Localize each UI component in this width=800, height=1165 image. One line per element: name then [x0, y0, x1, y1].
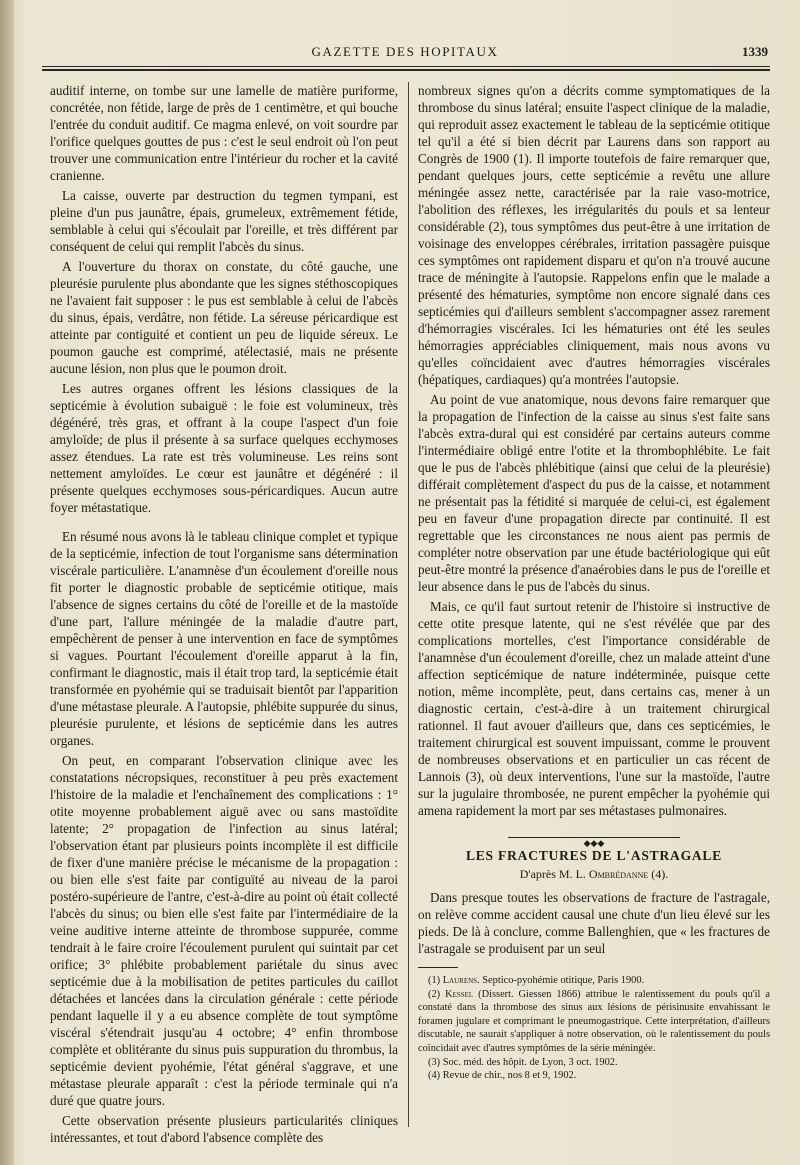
running-title: GAZETTE DES HOPITAUX [311, 44, 499, 59]
paragraph: nombreux signes qu'on a décrits comme symptomatiques de la thrombose du sinus latéral; ensuite l'aspect clinique de la maladie, qui reproduit assez exactement le tableau de la septicémie otitique tel qu'il a été si bien décrit par Laurens dans son rapport au Congrès de 1900 (1). Il importe toutefois de faire remarquer que, pendant quelques jours, cette septicémie a revêtu une allure méningée assez nette, caractérisée par la raie vaso-motrice, l'abolition des réflexes, les irrégularités du pouls et sa lenteur considérable (2), tous symptômes dus peut-être à une irritation de voisinage des enveloppes cérébrales, irritation passagère puisque ces symptômes ont rapidement disparu et qu'on n'a trouvé aucune trace de méningite à l'autopsie. Rappelons enfin que le malade a présenté des hématuries, symptôme non encore signalé dans ces septicémies qui d'ailleurs semblent s'accompagner assez rarement d'hémorragies viscérales. Ici les hématuries ont été les seules hémorragies appréciables cliniquement, mais nous avons vu qu'elles coïncidaient avec d'autres hémorragies viscérales (hépatiques, cardiaques) qu'a montrées l'autopsie. [418, 83, 770, 387]
byline-prefix: D'après M. L. [519, 867, 589, 881]
page-header [40, 44, 770, 64]
paragraph: A l'ouverture du thorax on constate, du côté gauche, une pleurésie purulente plus abondante que les signes stéthoscopiques ne l'avaient fait supposer : le pus est semblable à celui de l'abcès du sinus, épais, verdâtre, non fétide. La séreuse péricardique est atteinte par contiguité et contient un peu de liquide séreux. Le poumon gauche est comprimé, atélectasié, mais ne présente aucune lésion, non plus que le poumon droit. [50, 259, 398, 376]
paragraph: Mais, ce qu'il faut surtout retenir de l'histoire si instructive de cette otite presque latente, qui ne s'est révélée que par des complications mortelles, c'est l'importance considérable de l'anamnèse d'un écoulement d'oreille, chez un malade atteint d'une affection septicémique de nature indéterminée, puisque cette notion, même incomplète, peut, dans certains cas, mener à un diagnostic certain, c'est-à-dire à un traitement chirurgical rationnel. Il faut avouer d'ailleurs que, dans ces septicémies, le traitement chirurgical est souvent impuissant, comme le prouvent de nombreuses observations et en particulier un cas récent de Lannois (3), où deux interventions, l'une sur la mastoïde, l'autre sur la jugulaire thrombosée, ne purent empêcher la pyohémie qui amena rapidement la mort par ses métastases pulmonaires. [418, 599, 770, 818]
section-title: LES FRACTURES DE L'ASTRAGALE [465, 848, 723, 863]
paragraph: On peut, en comparant l'observation clinique avec les constatations nécropsiques, reconstituer à peu près exactement l'histoire de la maladie et l'enchaînement des complications : 1° otite moyenne probablement aiguë avec ou sans mastoïdite latente; 2° propagation de l'infection au sinus latéral; l'observation étant par plusieurs points incomplète il est difficile de fixer d'une manière précise le mécanisme de la propagation : ou bien elle s'est faite par contiguïté au niveau de la paroi postéro-supérieure de l'antre, c'est-à-dire au point où était collecté l'abcès du sinus; ou bien elle s'est faite par l'intermédiaire de la veine auditive interne atteinte de thrombose suppurée, comme tendrait à le faire croire l'écoulement purulent qui suintait par cet orifice; 3° phlébite probablement pariétale du sinus avec septicémie due à la mobilisation de petites particules du caillot détachées et lancées dans la circulation générale : cette période pendant laquelle il y a eu absence complète de tout symptôme viscéral s'étendrait jusqu'au 4 octobre; 4° enfin thrombose complète et oblitérante du sinus puis suppuration du thrombus, la septicémie devient pyohémie, l'état général s'aggrave, et une métastase pleurale apparaît : c'est la période terminale qui n'a duré que quatre jours. [50, 753, 398, 1108]
header-rule [42, 66, 770, 71]
left-column [50, 82, 398, 1145]
footnote-rule [418, 967, 458, 968]
byline-author: Ombrédanne [588, 867, 649, 881]
footnote-author: Laurens. [442, 975, 480, 986]
footnote: (3) Soc. méd. des hôpit. de Lyon, 3 oct. 1902. [428, 1056, 618, 1068]
section-ornament: ◆◆◆ [418, 833, 770, 841]
byline [418, 866, 770, 883]
column-divider [408, 82, 409, 1127]
footnote-text: Septico-pyohémie otitique, Paris 1900. [479, 975, 645, 986]
paragraph: Les autres organes offrent les lésions classiques de la septicémie à évolution subaiguë : le foie est volumineux, très dégénéré, très gras, et offrant à la coupe l'aspect d'un foie amyloïde; de plus il présente à sa surface quelques ecchymoses assez étendues. La rate est très volumineuse. Les reins sont nettement amyloïdes. Le cœur est jaunâtre et dégénéré : il présente quelques ecchymoses sous-péricardiques. Aucun autre foyer métastatique. [50, 381, 398, 515]
footnote-number: (1) [428, 975, 443, 986]
page-number: 1339 [742, 44, 768, 59]
right-column [418, 82, 770, 1132]
paragraph: La caisse, ouverte par destruction du tegmen tympani, est pleine d'un pus jaunâtre, épais, grumeleux, extrêmement fétide, semblable à celui qui s'écoulait par l'oreille, et très différent par conséquent de celui qui remplit l'abcès du sinus. [50, 188, 398, 254]
footnote [418, 988, 770, 1056]
footnote-number: (2) [428, 988, 446, 1000]
paragraph: Au point de vue anatomique, nous devons faire remarquer que la propagation de l'infection de la caisse au sinus s'est faite sans l'abcès extra-dural qui est considéré par certains auteurs comme l'intermédiaire obligé entre l'otite et la thrombophlébite. Le fait que le pus de l'abcès phlébitique (ainsi que celui de la pleurésie) différait complètement d'aspect du pus de la caisse, et notamment ne présentait pas la fétidité si marquée de celui-ci, est également peu en faveur d'une propagation directe par continuité. Il est regrettable que les circonstances ne nous aient pas permis de compléter notre observation par une étude bactériologique qui eût peut-être montré la présence d'anaérobies dans le pus de l'oreille et leur absence dans le pus de l'abcès du sinus. [418, 392, 770, 594]
paragraph: Dans presque toutes les observations de fracture de l'astragale, on relève comme accident causal une chute d'un lieu élevé sur les pieds. De là à conclure, comme Ballenghien, que « les fractures de l'astragale se produisent par un seul [418, 890, 770, 956]
paragraph: auditif interne, on tombe sur une lamelle de matière puriforme, concrétée, non fétide, large de près de 1 centimètre, et qui bouche l'entrée du conduit auditif. Ce magma enlevé, on voit sourdre par l'orifice quelques gouttes de pus : c'est le seul endroit où l'on peut trouver une communication entre l'intérieur du rocher et la cavité cranienne. [50, 83, 398, 183]
footnotes [418, 974, 770, 1083]
byline-suffix: (4). [648, 867, 669, 881]
paragraph: Cette observation présente plusieurs particularités cliniques intéressantes, et tout d'abord l'absence complète des [50, 1113, 398, 1145]
paragraph: En résumé nous avons là le tableau clinique complet et typique de la septicémie, infection de tout l'organisme sans détermination viscérale particulière. L'anamnèse d'un écoulement d'oreille nous fit porter le diagnostic probable de septicémie otitique, mais l'absence de signes certains du côté de l'oreille et de la mastoïde d'une part, l'allure méningée de la maladie d'autre part, empêchèrent de penser à une intervention en face de symptômes si vagues. Pourtant l'écoulement d'oreille apparut à la fin, confirmant le diagnostic, mais il était trop tard, la septicémie était transformée en pyohémie qui se traduisait bientôt par l'apparition d'une métastase pleurale. A l'autopsie, phlébite suppurée du sinus, pleurésie purulente, et lésions de septicémie dans les autres organes. [50, 529, 398, 748]
footnote-author: Kessel [445, 988, 474, 1000]
footnote-text: (Dissert. Giessen 1866) attribue le ralentissement du pouls qu'il a constaté dans la thrombose des sinus aux lésions de périsinusite envahissant le foramen jugulare et comprimant le pneumogastrique. Cette interprétation, d'ailleurs discutable, ne saurait s'appliquer à notre observation, où le ralentissement du pouls coïncidait avec d'autres symptômes de la série méningée. [418, 988, 770, 1054]
footnote [418, 974, 770, 988]
binding-spine [0, 0, 14, 1165]
footnote: (4) Revue de chir., nos 8 et 9, 1902. [428, 1070, 577, 1082]
